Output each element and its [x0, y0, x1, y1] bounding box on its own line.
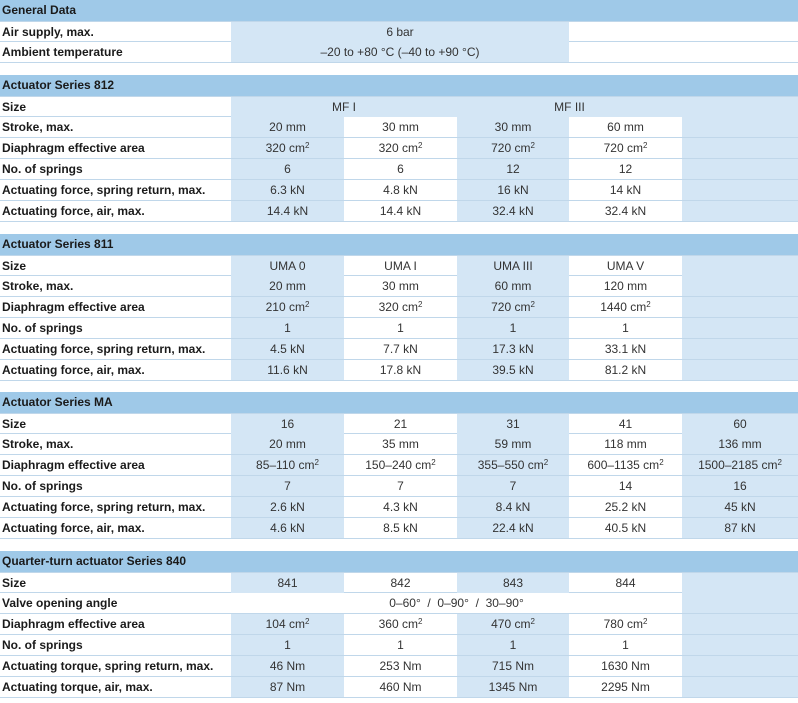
row-diaphragm-area	[0, 297, 798, 318]
empty-cell	[682, 159, 798, 179]
value-cell: 360 $cm^2$	[378, 617, 423, 631]
value-cell: 842	[390, 576, 411, 590]
row-force-spring-return	[0, 180, 798, 201]
row-label: Actuating force, spring return, max.	[2, 342, 206, 356]
value-cell: UMA III	[457, 256, 569, 276]
section-header-general	[0, 0, 798, 21]
value-cell: 33.1 kN	[604, 342, 647, 356]
empty-cell	[682, 614, 798, 634]
value-cell: 59 mm	[457, 434, 569, 454]
value-cell: 14.4 kN	[379, 204, 422, 218]
empty-cell	[682, 180, 798, 200]
row-torque-air	[0, 677, 798, 698]
value-cell: 843	[457, 573, 569, 593]
value-cell: 14	[618, 479, 633, 493]
value-cell: 12	[618, 162, 633, 176]
value-cell: 715 Nm	[457, 656, 569, 676]
value-cell: 150–240 $cm^2$	[365, 458, 436, 472]
value-cell: 30 mm	[382, 279, 419, 293]
value-cell: 7	[457, 476, 569, 496]
value-cell: 2295 Nm	[601, 680, 650, 694]
row-label: No. of springs	[2, 479, 83, 493]
value-cell: 320 $cm^2$	[231, 138, 344, 158]
value-cell: 20 mm	[231, 434, 344, 454]
value-cell: UMA V	[606, 259, 645, 273]
row-label: Actuating force, air, max.	[2, 363, 145, 377]
row-label: Actuating force, air, max.	[2, 204, 145, 218]
row-label: Stroke, max.	[2, 120, 74, 134]
row-size	[0, 96, 798, 117]
value-cell: 720 $cm^2$	[603, 141, 648, 155]
value-cell: 6	[397, 162, 404, 176]
value-cell: 30 mm	[382, 120, 419, 134]
value-cell: 1500–2185 $cm^2$	[682, 455, 798, 475]
value-cell: 81.2 kN	[604, 363, 647, 377]
value-cell: 85–110 $cm^2$	[231, 455, 344, 475]
row-label: Size	[2, 100, 27, 114]
value-cell: 16 kN	[457, 180, 569, 200]
empty-cell	[682, 256, 798, 276]
value-cell: 320 $cm^2$	[378, 141, 423, 155]
empty-cell	[682, 297, 798, 317]
value-cell: 41	[618, 417, 633, 431]
empty-cell	[682, 656, 798, 676]
row-force-air	[0, 360, 798, 381]
row-size	[0, 572, 798, 593]
row-label: Actuating force, spring return, max.	[2, 500, 206, 514]
value-cell: 7.7 kN	[383, 342, 418, 356]
empty-cell	[682, 201, 798, 221]
value-cell: 35 mm	[382, 437, 419, 451]
value-cell: 16	[682, 476, 798, 496]
row-force-spring-return	[0, 339, 798, 360]
empty-cell	[682, 677, 798, 697]
row-torque-spring-return	[0, 656, 798, 677]
row-label: Diaphragm effective area	[2, 617, 145, 631]
value-cell: 2.6 kN	[231, 497, 344, 517]
row-label: No. of springs	[2, 638, 83, 652]
value-cell: 720 $cm^2$	[457, 297, 569, 317]
value-cell: 253 Nm	[379, 659, 422, 673]
value-cell: 87 Nm	[231, 677, 344, 697]
row-size	[0, 255, 798, 276]
value-cell: 600–1135 $cm^2$	[587, 458, 664, 472]
row-label: No. of springs	[2, 162, 83, 176]
value-cell: 60	[682, 414, 798, 434]
row-springs	[0, 318, 798, 339]
value-cell: 7	[397, 479, 404, 493]
value-cell: 6.3 kN	[231, 180, 344, 200]
row-label: Size	[2, 259, 27, 273]
value-cell: 32.4 kN	[604, 204, 647, 218]
value-cell: UMA I	[384, 259, 417, 273]
value-cell: 45 kN	[682, 497, 798, 517]
value-cell: 11.6 kN	[231, 360, 344, 380]
air-supply-value: 6 bar	[231, 22, 569, 42]
row-ambient-temperature	[0, 42, 798, 63]
value-cell: 17.8 kN	[379, 363, 422, 377]
value-cell: 780 $cm^2$	[603, 617, 648, 631]
value-cell: 136 mm	[682, 434, 798, 454]
section-header-812	[0, 75, 798, 96]
value-cell: 46 Nm	[231, 656, 344, 676]
value-cell: 1	[397, 638, 404, 652]
row-label: Stroke, max.	[2, 437, 74, 451]
value-cell: 20 mm	[231, 276, 344, 296]
empty-cell	[682, 573, 798, 593]
row-label: Diaphragm effective area	[2, 141, 145, 155]
value-cell: 104 $cm^2$	[231, 614, 344, 634]
value-cell: 844	[615, 576, 636, 590]
value-cell: 1	[231, 318, 344, 338]
value-cell: 720 $cm^2$	[457, 138, 569, 158]
value-cell: 841	[231, 573, 344, 593]
row-springs	[0, 159, 798, 180]
value-cell: 60 mm	[457, 276, 569, 296]
value-cell: 8.4 kN	[457, 497, 569, 517]
value-cell: 118 mm	[604, 437, 647, 451]
value-cell: 460 Nm	[379, 680, 422, 694]
row-label: Air supply, max.	[2, 25, 94, 39]
section-title: Quarter-turn actuator Series 840	[2, 554, 187, 568]
value-cell: 16	[231, 414, 344, 434]
value-cell: 25.2 kN	[604, 500, 647, 514]
value-cell: 32.4 kN	[457, 201, 569, 221]
empty-cell	[682, 360, 798, 380]
section-title: General Data	[2, 3, 77, 17]
section-header-ma	[0, 392, 798, 413]
row-force-air	[0, 518, 798, 539]
value-cell: 1630 Nm	[601, 659, 650, 673]
empty-cell	[682, 593, 798, 613]
value-cell: 320 $cm^2$	[378, 300, 423, 314]
value-cell: 60 mm	[607, 120, 644, 134]
row-force-air	[0, 201, 798, 222]
empty-cell	[682, 97, 798, 117]
row-label: Diaphragm effective area	[2, 300, 145, 314]
value-cell: 14.4 kN	[231, 201, 344, 221]
empty-cell	[682, 276, 798, 296]
value-cell: 8.5 kN	[383, 521, 418, 535]
row-label: Actuating force, spring return, max.	[2, 183, 206, 197]
row-label: Valve opening angle	[2, 596, 118, 610]
row-label: Actuating force, air, max.	[2, 521, 145, 535]
value-cell: 40.5 kN	[604, 521, 647, 535]
value-cell: 4.6 kN	[231, 518, 344, 538]
value-cell: 39.5 kN	[457, 360, 569, 380]
value-cell: 1	[457, 318, 569, 338]
value-cell: 12	[457, 159, 569, 179]
size-mf3: MF III	[457, 97, 682, 117]
value-cell: 4.8 kN	[383, 183, 418, 197]
row-label: Diaphragm effective area	[2, 458, 145, 472]
empty-cell	[682, 635, 798, 655]
row-label: No. of springs	[2, 321, 83, 335]
section-title: Actuator Series MA	[2, 395, 113, 409]
row-stroke	[0, 117, 798, 138]
value-cell: 6	[231, 159, 344, 179]
value-cell: 7	[231, 476, 344, 496]
value-cell: 1	[397, 321, 404, 335]
value-cell: 4.3 kN	[383, 500, 418, 514]
size-mf1: MF I	[231, 97, 457, 117]
valve-opening-angle-value: 0–60° / 0–90° / 30–90°	[389, 596, 524, 610]
value-cell: 4.5 kN	[231, 339, 344, 359]
row-label: Size	[2, 576, 27, 590]
section-title: Actuator Series 812	[2, 78, 115, 92]
row-springs	[0, 476, 798, 497]
value-cell: 1	[622, 638, 629, 652]
value-cell: 87 kN	[682, 518, 798, 538]
value-cell: 120 mm	[603, 279, 648, 293]
row-springs	[0, 635, 798, 656]
row-label: Actuating torque, spring return, max.	[2, 659, 214, 673]
section-header-811	[0, 234, 798, 255]
row-air-supply	[0, 21, 798, 42]
row-diaphragm-area	[0, 614, 798, 635]
row-valve-opening-angle	[0, 593, 798, 614]
row-label: Size	[2, 417, 27, 431]
row-label: Stroke, max.	[2, 279, 74, 293]
empty-cell	[682, 138, 798, 158]
value-cell: 30 mm	[457, 117, 569, 137]
empty-cell	[682, 117, 798, 137]
row-diaphragm-area	[0, 455, 798, 476]
value-cell: 14 kN	[609, 183, 642, 197]
value-cell: 1	[231, 635, 344, 655]
value-cell: UMA 0	[231, 256, 344, 276]
value-cell: 210 $cm^2$	[231, 297, 344, 317]
row-diaphragm-area	[0, 138, 798, 159]
empty-cell	[682, 339, 798, 359]
value-cell: 470 $cm^2$	[457, 614, 569, 634]
row-force-spring-return	[0, 497, 798, 518]
value-cell: 31	[457, 414, 569, 434]
row-size	[0, 413, 798, 434]
value-cell: 20 mm	[231, 117, 344, 137]
value-cell: 1440 $cm^2$	[600, 300, 651, 314]
section-title: Actuator Series 811	[2, 237, 114, 251]
value-cell: 1345 Nm	[457, 677, 569, 697]
empty-cell	[682, 318, 798, 338]
value-cell: 355–550 $cm^2$	[457, 455, 569, 475]
value-cell: 22.4 kN	[457, 518, 569, 538]
row-label: Actuating torque, air, max.	[2, 680, 153, 694]
row-stroke	[0, 276, 798, 297]
value-cell: 1	[622, 321, 629, 335]
value-cell: 1	[457, 635, 569, 655]
section-header-840	[0, 551, 798, 572]
value-cell: 17.3 kN	[457, 339, 569, 359]
row-stroke	[0, 434, 798, 455]
value-cell: 21	[393, 417, 408, 431]
ambient-temperature-value: –20 to +80 °C (–40 to +90 °C)	[231, 42, 569, 62]
row-label: Ambient temperature	[2, 45, 123, 59]
